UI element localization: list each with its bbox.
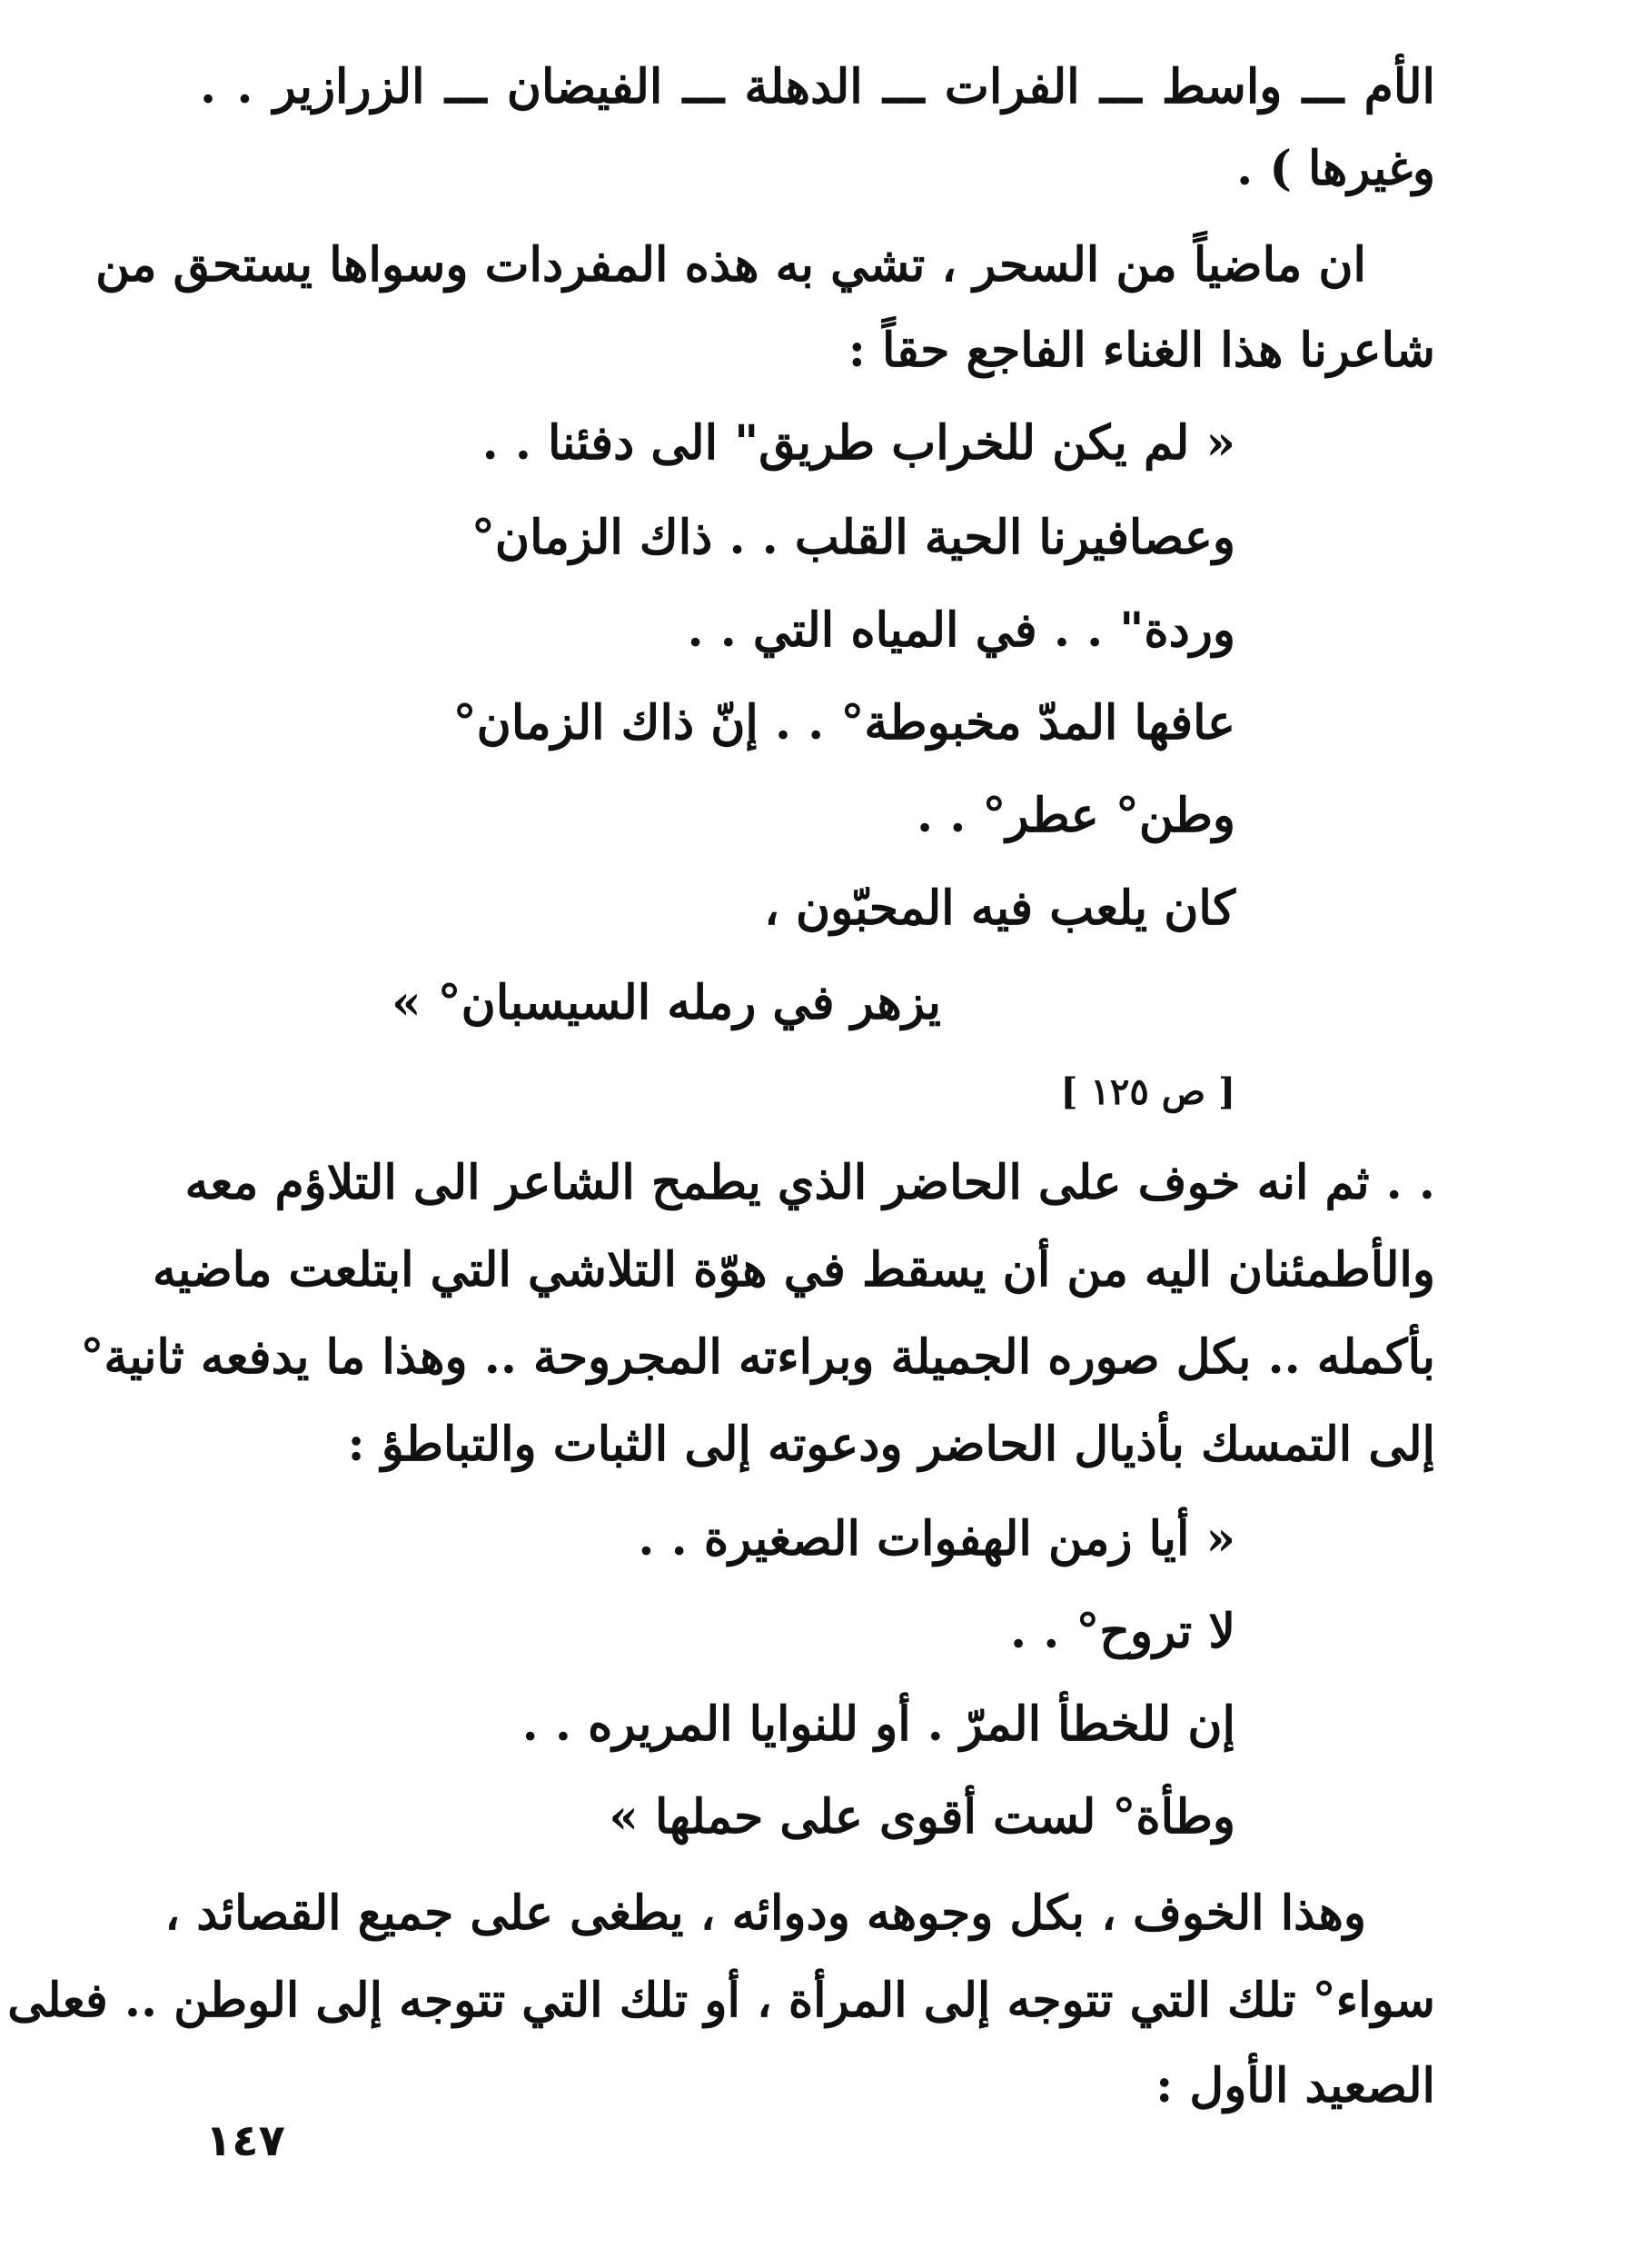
verse-line: وعصافيرنا الحية القلب . . ذاك الزمان° [471, 510, 1235, 565]
verse-line: لا تروح° . . [1009, 1604, 1235, 1659]
verse-line: إن للخطأ المرّ . أو للنوايا المريره . . [521, 1696, 1235, 1752]
verse-line: « أيا زمن الهفوات الصغيرة . . [638, 1511, 1235, 1567]
verse-line: وطن° عطر° . . [917, 788, 1235, 843]
text-line: إلى التمسك بأذيال الحاضر ودعوته إلى الثبات والتباطؤ : [347, 1417, 1435, 1472]
text-line: الصعيد الأول : [1155, 2058, 1435, 2114]
text-line: الأم ـــ واسط ـــ الفرات ـــ الدهلة ـــ الفيضان ـــ الزرازير . . [200, 59, 1435, 114]
page-number: ١٤٧ [205, 2115, 285, 2166]
text-line: بأكمله .. بكل صوره الجميلة وبراءته المجروحة .. وهذا ما يدفعه ثانية° [80, 1329, 1435, 1385]
text-line: والأطمئنان اليه من أن يسقط في هوّة التلاشي التي ابتلعت ماضيه [153, 1242, 1435, 1298]
verse-line: يزهر في رمله السيسبان° » [392, 975, 941, 1030]
text-line: ان ماضياً من السحر ، تشي به هذه المفردات وسواها يستحق من [95, 237, 1366, 293]
page-citation: [ ص ١٢٥ ] [1060, 1070, 1235, 1113]
verse-line: كان يلعب فيه المحبّون ، [764, 880, 1235, 936]
text-line: . . ثم انه خوف على الحاضر الذي يطمح الشاعر الى التلاؤم معه [184, 1155, 1435, 1210]
verse-line: عافها المدّ مخبوطة° . . إنّ ذاك الزمان° [452, 695, 1235, 751]
verse-line: وردة" . . في المياه التي . . [687, 602, 1235, 658]
verse-line: « لم يكن للخراب طريق" الى دفئنا . . [481, 415, 1235, 471]
text-line: وهذا الخوف ، بكل وجوهه ودوائه ، يطغى على جميع القصائد ، [164, 1885, 1366, 1941]
text-line: شاعرنا هذا الغناء الفاجع حقاً : [848, 323, 1435, 378]
text-line: سواء° تلك التي تتوجه إلى المرأة ، أو تلك التي تتوجه إلى الوطن .. فعلى [7, 1973, 1435, 2028]
text-line: وغيرها ) . [1236, 141, 1435, 196]
verse-line: وطأة° لست أقوى على حملها » [609, 1789, 1235, 1845]
